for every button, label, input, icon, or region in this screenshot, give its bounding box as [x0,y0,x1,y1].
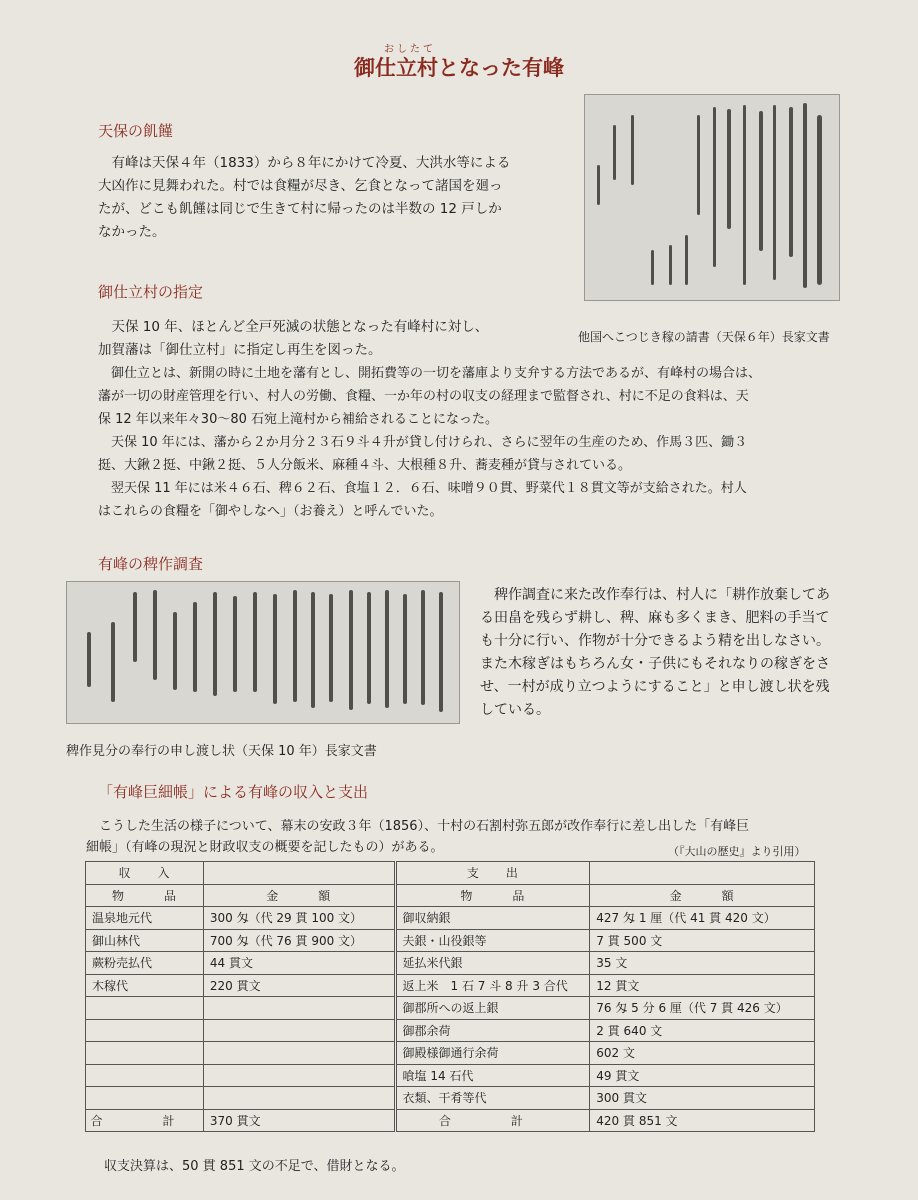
income-item [86,1019,204,1042]
table-row [86,1019,815,1042]
designation-line: 加賀藩は「御仕立村」に指定し再生を図った。 [98,342,382,358]
expense-amount: 76 匁 5 分 6 厘（代 7 貫 426 文） [590,997,815,1020]
expense-amount: 427 匁 1 厘（代 41 貫 420 文） [590,907,815,930]
expense-item: 喰塩 14 石代 [395,1064,590,1087]
income-amount [203,1019,395,1042]
table-row [86,1087,815,1110]
caption-photo-1: 他国へこつじき稼の請書（天保６年）長家文書 [578,330,830,344]
table-row [86,1042,815,1065]
expense-item: 御殿様御通行余荷 [395,1042,590,1065]
table-row [86,929,815,952]
expense-item: 御収納銀 [395,907,590,930]
table-header-row [86,862,815,885]
survey-line: また木稼ぎはもちろん女・子供にもそれなりの稼ぎをさ [480,656,830,672]
survey-line: る田畠を残らず耕し、稗、麻も多くまき、肥料の手当て [480,610,830,626]
heading-ledger: 「有峰巨細帳」による有峰の収入と支出 [98,783,369,801]
expense-item-header: 物 品 [395,884,590,907]
income-header: 収 入 [86,862,204,885]
expense-amount: 35 文 [590,952,815,975]
survey-line: している。 [480,702,550,718]
survey-line: も十分に行い、作物が十分できるよう精を出しなさい。 [480,633,830,649]
designation-p1 [98,316,568,362]
famine-line: たが、どこも飢饉は同じで生きて村に帰ったのは半数の 12 戸しか [98,201,502,217]
income-amount: 700 匁（代 76 貫 900 文） [203,929,395,952]
expense-item: 延払米代銀 [395,952,590,975]
income-amount-header: 金 額 [203,884,395,907]
expense-total-label: 合 計 [395,1109,590,1132]
expense-amount: 602 文 [590,1042,815,1065]
famine-line: 大凶作に見舞われた。村では食糧が尽き、乞食となって諸国を廻っ [98,178,503,194]
income-item [86,997,204,1020]
income-amount [203,1087,395,1110]
famine-line: なかった。 [98,224,166,240]
survey-text [480,584,860,722]
income-expense-table [85,861,815,1132]
income-item [86,1064,204,1087]
source-note: （『大山の歴史』より引用） [668,845,806,858]
designation-line: 挺、大鍬２挺、中鍬２挺、５人分飯米、麻種４斗、大根種８升、蕎麦種が貸与されている。 [98,458,632,473]
income-item: 温泉地元代 [86,907,204,930]
table-subheader-row [86,884,815,907]
designation-line: 保 12 年以来年々30～80 石宛上滝村から補給されることになった。 [98,412,499,427]
table-row [86,907,815,930]
ledger-intro-line: 細帳」（有峰の現況と財政収支の概要を記したもの）がある。 [86,840,444,855]
income-amount: 300 匁（代 29 貫 100 文） [203,907,395,930]
income-amount: 220 貫文 [203,974,395,997]
table-row [86,997,815,1020]
famine-text [98,152,578,244]
designation-line: はこれらの食糧を「御やしなへ」（お養え）と呼んでいた。 [98,504,443,519]
famine-line: 有峰は天保４年（1833）から８年にかけて冷夏、大洪水等による [111,155,511,171]
expense-header: 支 出 [395,862,590,885]
survey-line: せ、一村が成り立つようにすること」と申し渡し状を残 [480,679,830,695]
table-total-row [86,1109,815,1132]
income-item: 御山林代 [86,929,204,952]
expense-amount: 300 貫文 [590,1087,815,1110]
designation-line: 御仕立とは、新開の時に土地を藩有とし、開拓費等の一切を藩庫より支弁する方法であるが、有峰村の場合は、 [111,366,762,381]
heading-survey: 有峰の稗作調査 [98,555,204,573]
income-item [86,1042,204,1065]
expense-item: 衣類、干肴等代 [395,1087,590,1110]
income-item: 木稼代 [86,974,204,997]
caption-photo-2: 稗作見分の奉行の申し渡し状（天保 10 年）長家文書 [66,744,377,759]
expense-amount: 7 貫 500 文 [590,929,815,952]
income-amount [203,1042,395,1065]
document-photo-1 [584,94,840,301]
income-total: 370 貫文 [203,1109,395,1132]
income-item [86,1087,204,1110]
survey-line: 稗作調査に来た改作奉行は、村人に「耕作放棄してあ [494,587,830,603]
income-item: 蕨粉売払代 [86,952,204,975]
income-total-label: 合 計 [86,1109,204,1132]
designation-line: 藩が一切の財産管理を行い、村人の労働、食糧、一か年の村の収支の経理まで監督され、村に不足の食料は、天 [98,389,749,404]
expense-item: 返上米 1 石 7 斗 8 升 3 合代 [395,974,590,997]
designation-line: 天保 10 年には、藩から２か月分２３石９斗４升が貸し付けられ、さらに翌年の生産のため、作馬３匹、鋤３ [111,435,748,450]
table-row [86,974,815,997]
document-photo-2 [66,581,460,724]
designation-line: 天保 10 年、ほとんど全戸死滅の状態となった有峰村に対し、 [111,319,489,335]
expense-amount: 49 貫文 [590,1064,815,1087]
income-item-header: 物 品 [86,884,204,907]
income-amount [203,1064,395,1087]
designation-p2 [98,362,868,523]
designation-line: 翌天保 11 年には米４６石、稗６２石、食塩１２．６石、味噌９０貫、野菜代１８貫文等が支給された。村人 [111,481,747,496]
heading-famine: 天保の飢饉 [98,122,174,140]
heading-designation: 御仕立村の指定 [98,283,204,301]
ledger-intro-line: こうした生活の様子について、幕末の安政３年（1856）、十村の石割村弥五郎が改作奉行に差し出した「有峰巨 [99,819,750,834]
expense-amount: 12 貫文 [590,974,815,997]
expense-item: 夫銀・山役銀等 [395,929,590,952]
expense-amount-header: 金 額 [590,884,815,907]
expense-item: 御郡所への返上銀 [395,997,590,1020]
expense-amount: 2 貫 640 文 [590,1019,815,1042]
title-ruby: おしたて [384,44,436,55]
income-amount: 44 貫文 [203,952,395,975]
income-amount [203,997,395,1020]
page-title: 御仕立村となった有峰 [354,56,564,80]
table-row [86,952,815,975]
expense-item: 御郡余荷 [395,1019,590,1042]
balance-note: 収支決算は、50 貫 851 文の不足で、借財となる。 [104,1159,405,1174]
table-row [86,1064,815,1087]
expense-total: 420 貫 851 文 [590,1109,815,1132]
